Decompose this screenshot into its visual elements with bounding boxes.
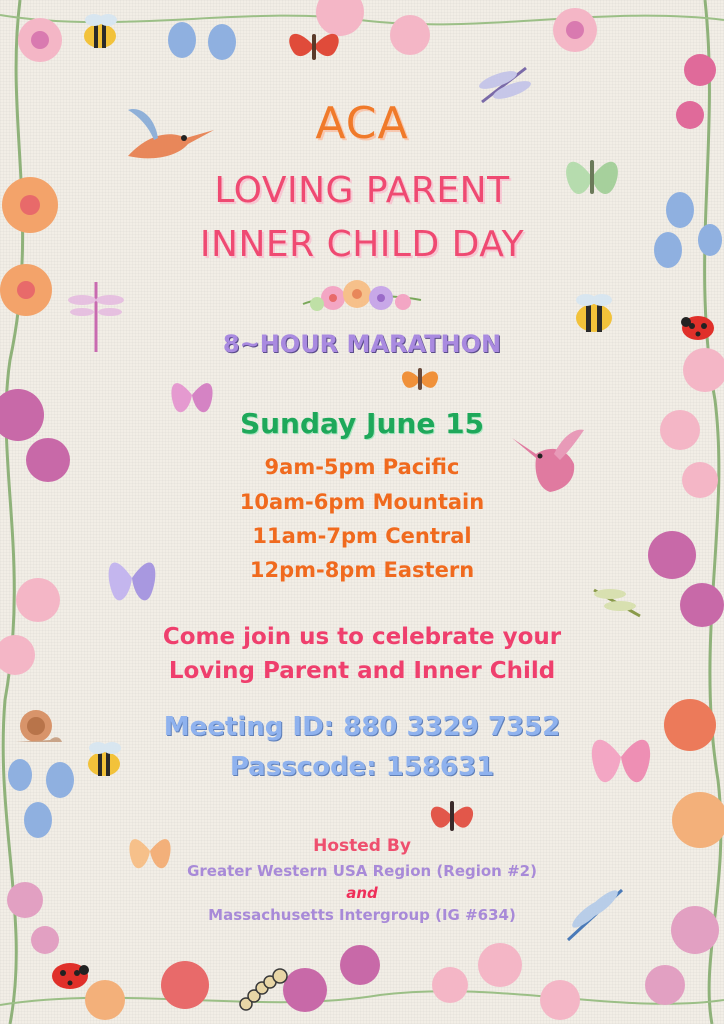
- event-title-line2: INNER CHILD DAY: [199, 224, 525, 265]
- event-title-line1: LOVING PARENT: [214, 170, 510, 211]
- invite-line2: Loving Parent and Inner Child: [168, 658, 556, 684]
- meeting-id: Meeting ID: 880 3329 7352: [163, 712, 561, 742]
- butterfly-icon: [284, 24, 344, 68]
- flower-cluster-icon: [299, 274, 425, 322]
- caterpillar-icon: [236, 966, 292, 1012]
- marathon-subtitle: 8~HOUR MARATHON: [222, 330, 502, 358]
- time-pacific: 9am-5pm Pacific: [264, 455, 460, 479]
- moth-icon: [426, 795, 478, 837]
- time-eastern: 12pm-8pm Eastern: [249, 558, 475, 582]
- host-region: Greater Western USA Region (Region #2): [187, 862, 537, 880]
- event-acronym-title: ACA: [315, 98, 409, 149]
- bee-icon: [76, 12, 124, 52]
- invite-line1: Come join us to celebrate your: [162, 624, 562, 650]
- time-mountain: 10am-6pm Mountain: [239, 490, 485, 514]
- moth-icon: [398, 362, 442, 396]
- ladybug-icon: [48, 958, 92, 992]
- dragonfly-icon: [588, 582, 644, 622]
- hosted-by-label: Hosted By: [313, 836, 411, 856]
- meeting-passcode: Passcode: 158631: [229, 752, 495, 782]
- host-and: and: [346, 884, 378, 902]
- time-central: 11am-7pm Central: [252, 524, 472, 548]
- event-date: Sunday June 15: [239, 407, 485, 440]
- host-intergroup: Massachusetts Intergroup (IG #634): [208, 906, 516, 924]
